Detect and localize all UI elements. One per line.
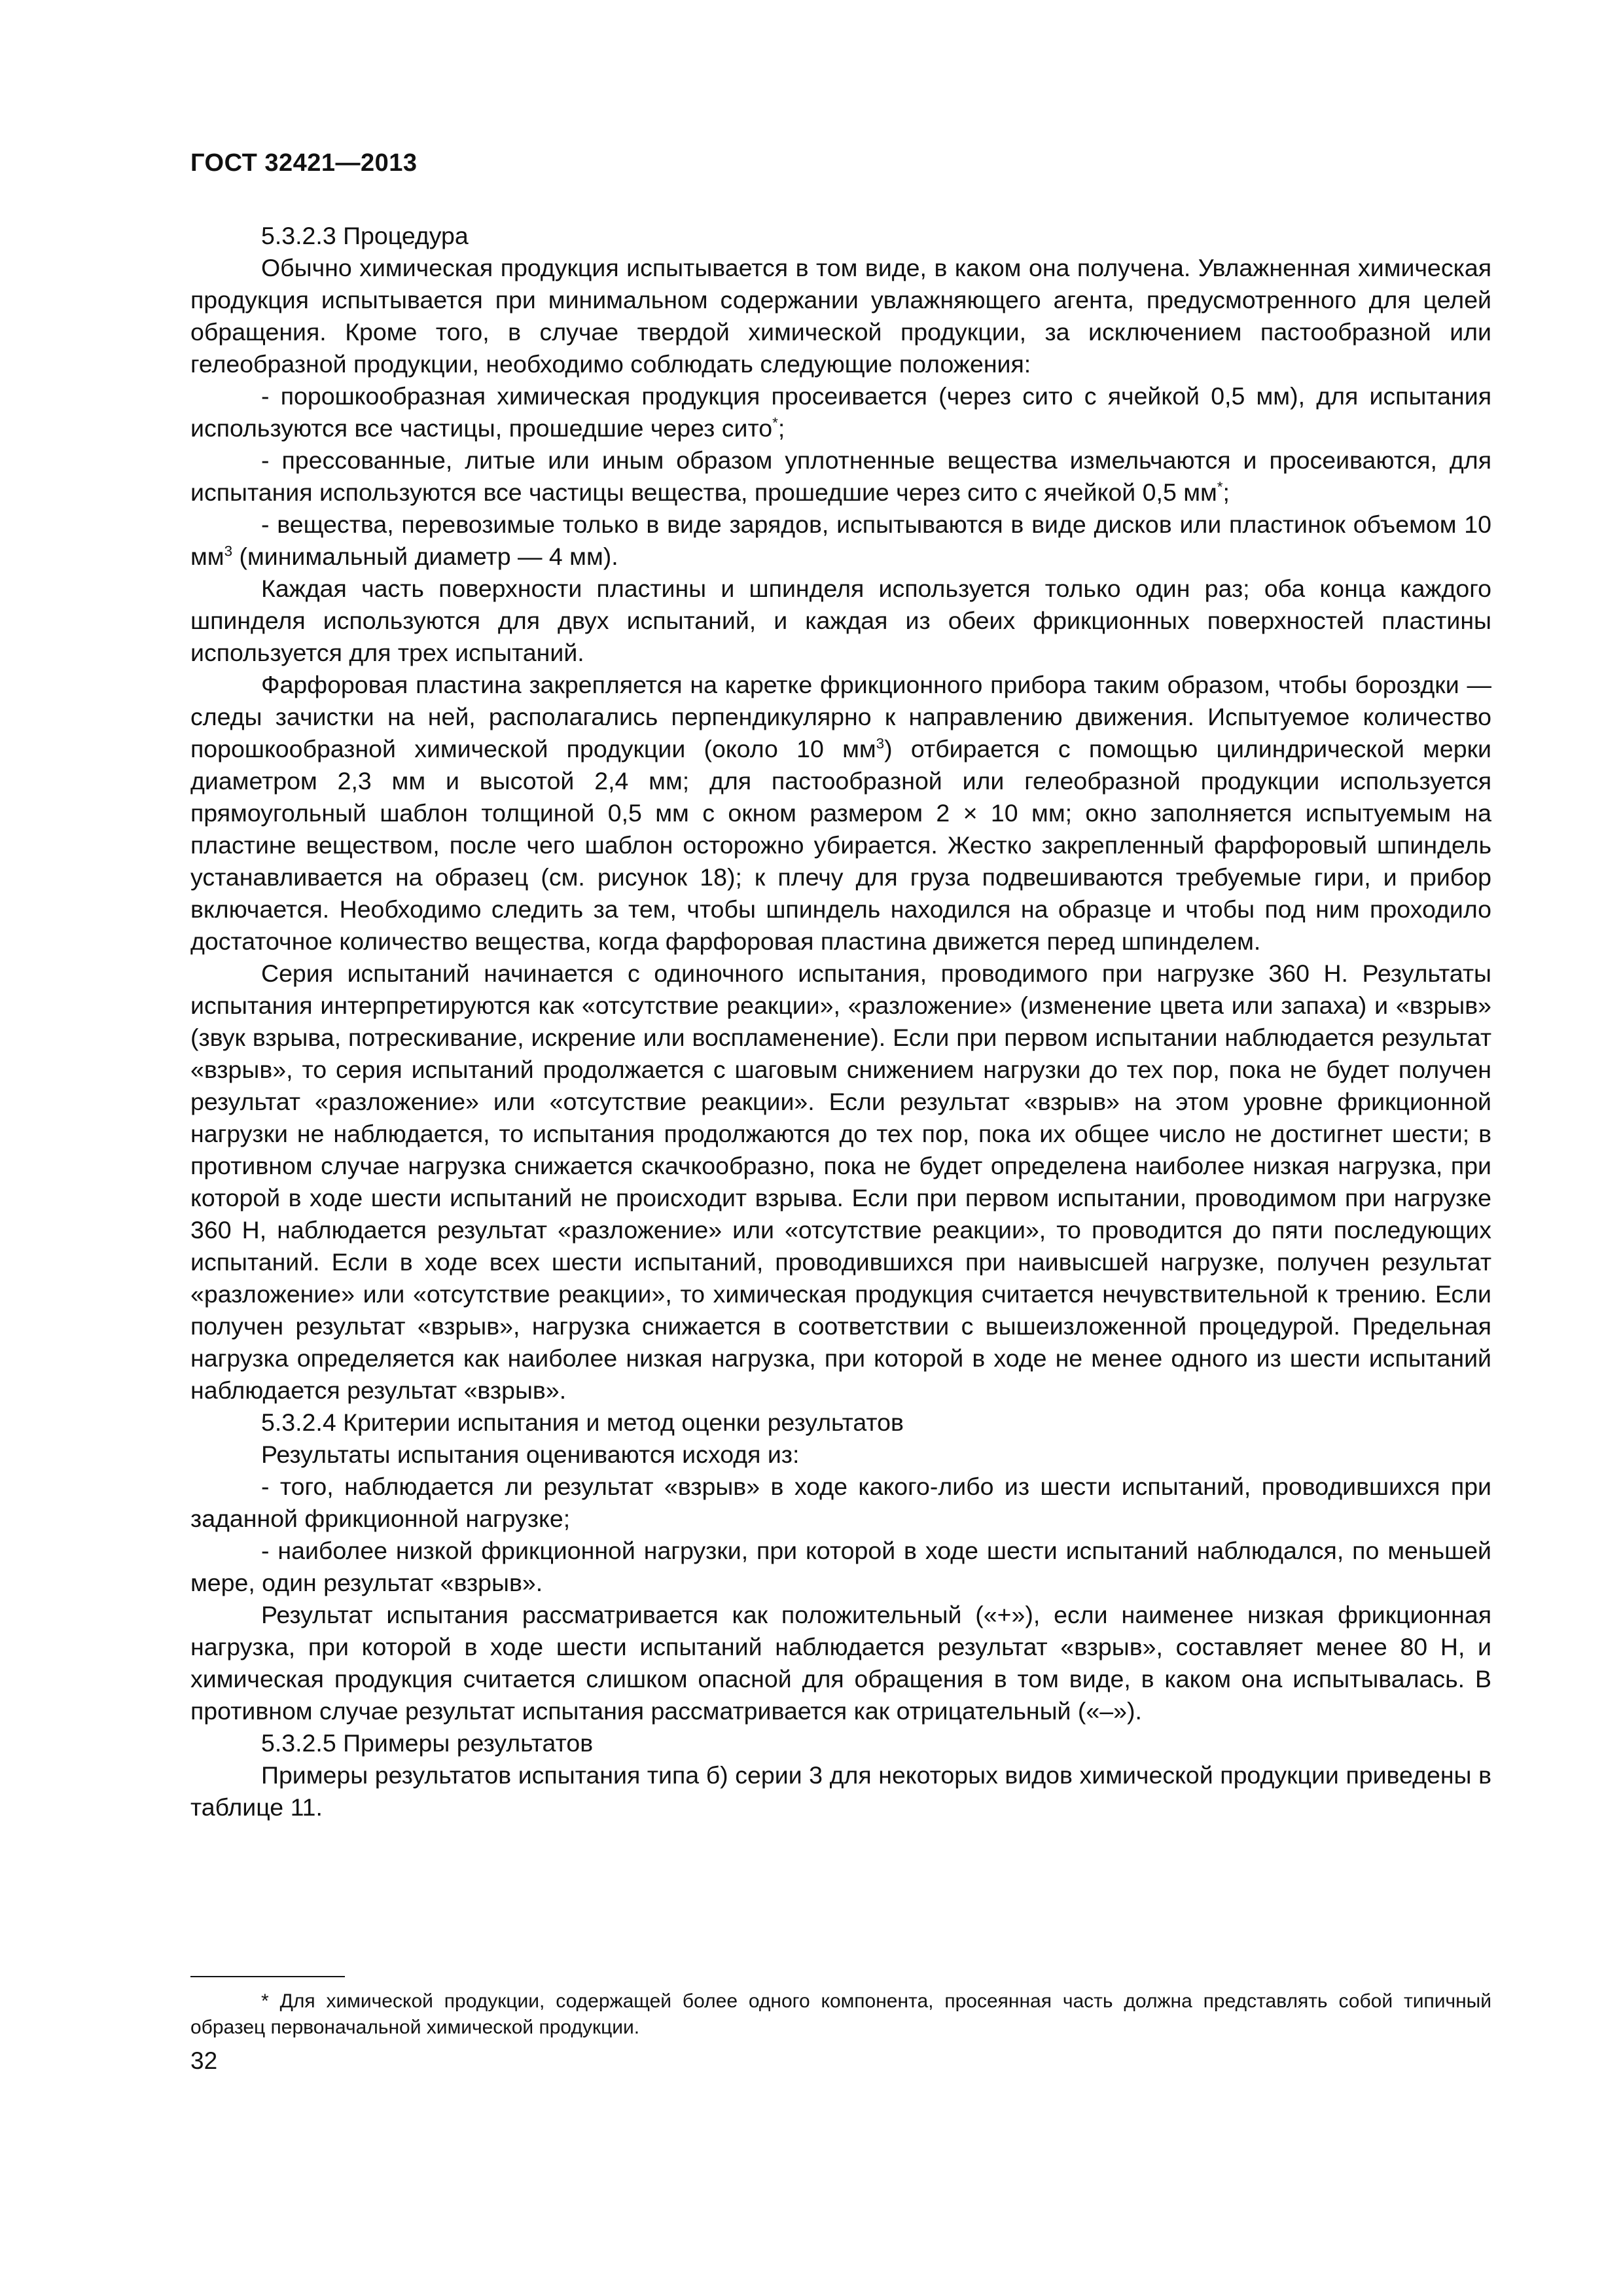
section-heading-5325: 5.3.2.5 Примеры результатов — [261, 1729, 594, 1757]
list-item: - наиболее низкой фрикционной нагрузки, при которой в ходе шести испытаний наблюдался, по меньшей мере, один результат «взрыв». — [190, 1537, 1491, 1596]
list-item: - того, наблюдается ли результат «взрыв» в ходе какого-либо из шести испытаний, проводившихся при заданной фрикционной нагрузке; — [190, 1473, 1491, 1532]
list-item: - прессованные, литые или иным образом уплотненные вещества измельчаются и просеиваются, для испытания используются все частицы вещества, прошедшие через сито с ячейкой 0,5 мм*; — [190, 446, 1491, 506]
document-body — [190, 220, 1491, 1823]
page-number: 32 — [190, 2047, 218, 2074]
footnote-ref: * — [772, 414, 778, 431]
section-heading-5323: 5.3.2.3 Процедура — [261, 222, 469, 249]
footnote-mark: * — [261, 1990, 269, 2012]
footnote-ref: * — [1217, 478, 1223, 495]
paragraph: Результаты испытания оцениваются исходя из: — [261, 1441, 800, 1468]
paragraph: Обычно химическая продукция испытывается в том виде, в каком она получена. Увлажненная химическая продукция испытывается при минимальном содержании увлажняющего агента, предусмотренного для целей обращения. Кроме того, в случае твердой химической продукции, за исключением пастообразной или гелеобразной продукции, необходимо соблюдать следующие положения: — [190, 254, 1491, 378]
footnote-text: Для химической продукции, содержащей более одного компонента, просеянная часть должна представлять собой типичный образец первоначальной химической продукции. — [190, 1990, 1491, 2038]
paragraph: Фарфоровая пластина закрепляется на каретке фрикционного прибора таким образом, чтобы бороздки — следы зачистки на ней, располагались перпендикулярно к направлению движения. Испытуемое количество порошкообразной химической продукции (около 10 $мм^3$) отбирается с помощью цилиндрической мерки диаметром 2,3 мм и высотой 2,4 мм; для пастообразной или гелеобразной продукции используется прямоугольный шаблон толщиной 0,5 мм с окном размером 2 × 10 мм; окно заполняется испытуемым на пластине веществом, после чего шаблон осторожно убирается. Жестко закрепленный фарфоровый шпиндель устанавливается на образец (см. рисунок 18); к плечу для груза подвешиваются требуемые гири, и прибор включается. Необходимо следить за тем, чтобы шпиндель находился на образце и чтобы под ним проходило достаточное количество вещества, когда фарфоровая пластина движется перед шпинделем. — [190, 671, 1491, 955]
document-header: ГОСТ 32421—2013 — [190, 149, 418, 177]
footnote-divider — [190, 1976, 345, 1977]
list-item: - порошкообразная химическая продукция просеивается (через сито с ячейкой 0,5 мм), для испытания используются все частицы, прошедшие через сито*; — [190, 382, 1491, 442]
footnote — [190, 1988, 1491, 2041]
section-heading-5324: 5.3.2.4 Критерии испытания и метод оценки результатов — [261, 1408, 904, 1436]
paragraph: Каждая часть поверхности пластины и шпинделя используется только один раз; оба конца каждого шпинделя используются для двух испытаний, и каждая из обеих фрикционных поверхностей пластины используется для трех испытаний. — [190, 575, 1491, 666]
paragraph: Серия испытаний начинается с одиночного испытания, проводимого при нагрузке 360 Н. Результаты испытания интерпретируются как «отсутствие реакции», «разложение» (изменение цвета или запаха) и «взрыв» (звук взрыва, потрескивание, искрение или воспламенение). Если при первом испытании наблюдается результат «взрыв», то серия испытаний продолжается с шаговым снижением нагрузки до тех пор, пока не будет получен результат «разложение» или «отсутствие реакции». Если результат «взрыв» на этом уровне фрикционной нагрузки не наблюдается, то испытания продолжаются до тех пор, пока их общее число не достигнет шести; в противном случае нагрузка снижается скачкообразно, пока не будет определена наиболее низкая нагрузка, при которой в ходе шести испытаний не происходит взрыва. Если при первом испытании, проводимом при нагрузке 360 Н, наблюдается результат «разложение» или «отсутствие реакции», то проводится до пяти последующих испытаний. Если в ходе всех шести испытаний, проводившихся при наивысшей нагрузке, получен результат «разложение» или «отсутствие реакции», то химическая продукция считается нечувствительной к трению. Если получен результат «взрыв», нагрузка снижается в соответствии с вышеизложенной процедурой. Предельная нагрузка определяется как наиболее низкая нагрузка, при которой в ходе не менее одного из шести испытаний наблюдается результат «взрыв». — [190, 960, 1491, 1404]
list-item: - вещества, перевозимые только в виде зарядов, испытываются в виде дисков или пластинок объемом 10 $мм^3$ (минимальный диаметр — 4 мм). — [190, 511, 1491, 570]
paragraph: Результат испытания рассматривается как положительный («+»), если наименее низкая фрикционная нагрузка, при которой в ходе шести испытаний наблюдается результат «взрыв», составляет менее 80 Н, и химическая продукция считается слишком опасной для обращения в том виде, в каком она испытывалась. В противном случае результат испытания рассматривается как отрицательный («–»). — [190, 1601, 1491, 1725]
paragraph: Примеры результатов испытания типа б) серии 3 для некоторых видов химической продукции приведены в таблице 11. — [190, 1761, 1491, 1821]
